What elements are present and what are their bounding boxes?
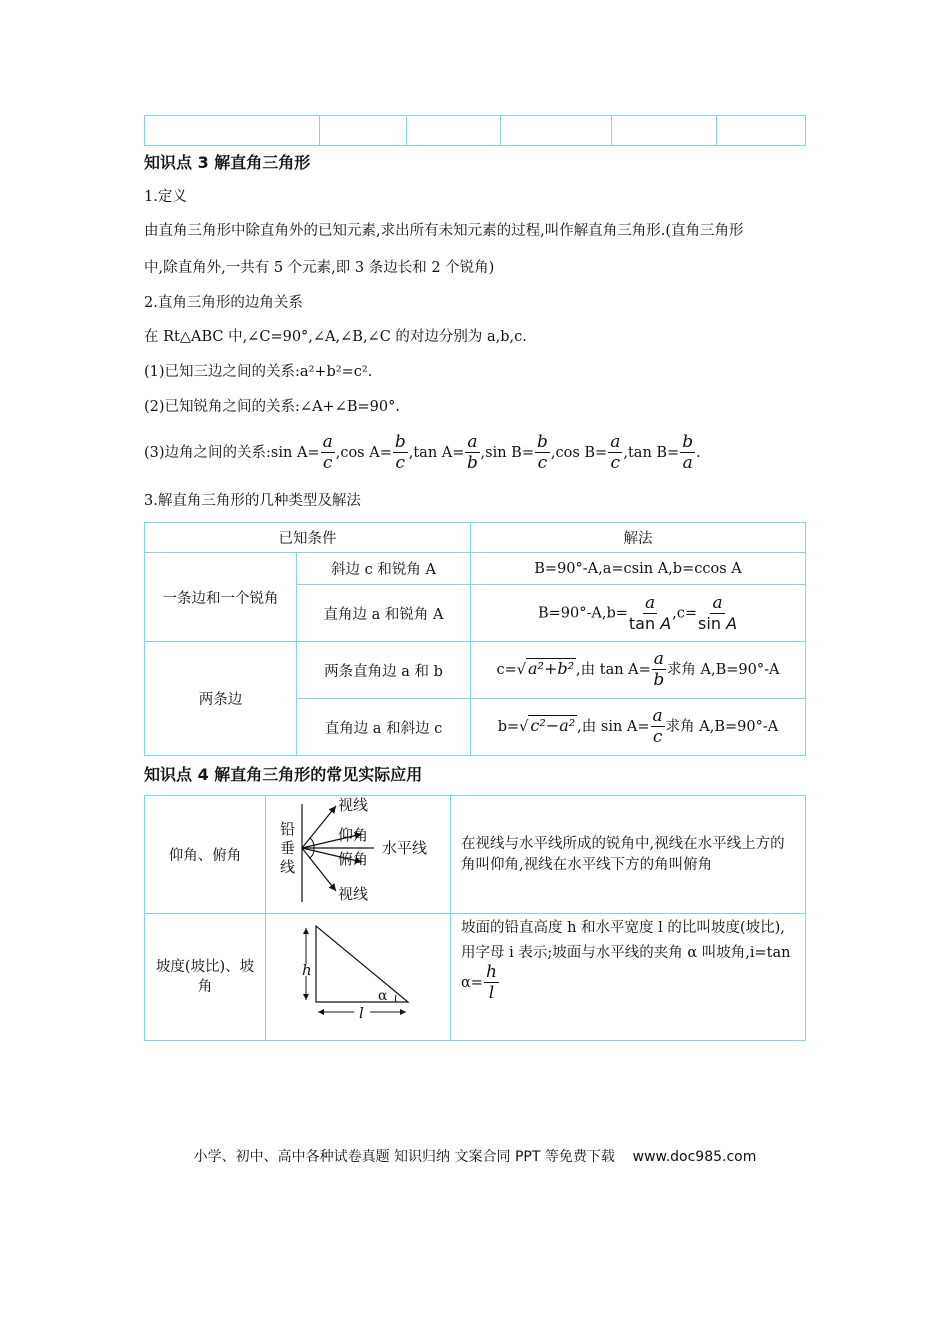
table-row	[145, 914, 806, 1041]
header-method: 解法	[471, 523, 806, 553]
relation-side-angle	[144, 430, 701, 476]
slope-desc-line: 坡面的铅直高度 h 和水平宽度 l 的比叫坡度(坡比),	[461, 920, 785, 936]
fraction-numerator: a	[322, 432, 333, 452]
condition-cell: 直角边 a 和锐角 A	[297, 585, 471, 642]
relation-text: ,tan A=	[408, 445, 465, 461]
function-name: sin	[698, 613, 727, 633]
slope-figure-cell	[266, 914, 451, 1041]
fraction	[535, 434, 550, 472]
definition-line-2: 中,除直角外,一共有 5 个元素,即 3 条边长和 2 个锐角)	[144, 260, 495, 276]
fraction	[393, 434, 408, 472]
fraction-denominator: c	[652, 727, 663, 747]
variable: A	[660, 613, 672, 633]
relation-text: ,sin B=	[480, 445, 534, 461]
fraction-denominator: c	[537, 453, 548, 473]
method-cell	[471, 585, 806, 642]
relation-sides: (1)已知三边之间的关系:a²+b²=c².	[144, 364, 373, 380]
sqrt-icon: √	[519, 719, 529, 735]
method-text: c=	[496, 662, 517, 678]
radicand: c²−a²	[530, 716, 576, 735]
fraction-denominator: l	[488, 983, 495, 1003]
fraction-denominator: b	[653, 670, 665, 690]
fraction-numerator: a	[644, 592, 656, 613]
radicand: a²+b²	[528, 659, 575, 678]
method-text: 求角 A,B=90°-A	[665, 719, 779, 735]
slope-formula	[461, 964, 797, 1002]
fraction-denominator	[629, 614, 671, 632]
plumb-label: 线	[280, 858, 296, 876]
slope-desc-line: 用字母 i 表示;坡面与水平线的夹角 α 叫坡角,i=tan	[461, 945, 791, 961]
elevation-description: 在视线与水平线所成的锐角中,视线在水平线上方的角叫仰角,视线在水平线下方的角叫俯角	[451, 796, 806, 914]
fraction	[608, 434, 622, 472]
fraction-denominator: b	[467, 453, 478, 473]
fraction-denominator: a	[682, 453, 693, 473]
table-row	[145, 642, 806, 699]
relation-text: .	[696, 445, 701, 461]
fraction-numerator: b	[537, 432, 548, 452]
fraction	[651, 708, 665, 746]
method-text: ,由 sin A=	[577, 719, 650, 735]
method-text: 求角 A,B=90°-A	[666, 662, 780, 678]
fraction-numerator: a	[712, 592, 723, 613]
variable: A	[726, 613, 738, 633]
types-title: 3.解直角三角形的几种类型及解法	[144, 493, 361, 509]
elevation-label: 仰角	[338, 826, 369, 844]
definition-title: 1.定义	[144, 189, 187, 205]
group-two-sides: 两条边	[145, 642, 297, 756]
table-cell	[320, 116, 407, 146]
fraction	[680, 434, 695, 472]
fraction	[652, 651, 666, 689]
solve-methods-table	[144, 522, 806, 756]
fraction	[321, 434, 335, 472]
footer-text: 小学、初中、高中各种试卷真题 知识归纳 文案合同 PPT 等免费下载 www.doc985.com	[193, 1149, 757, 1165]
relations-intro: 在 Rt△ABC 中,∠C=90°,∠A,∠B,∠C 的对边分别为 a,b,c.	[144, 329, 527, 345]
relation-text: (3)边角之间的关系:sin A=	[144, 445, 320, 461]
method-text: b=	[497, 719, 520, 735]
method-cell: B=90°-A,a=csin A,b=ccos A	[471, 553, 806, 585]
condition-cell: 斜边 c 和锐角 A	[297, 553, 471, 585]
method-cell	[471, 642, 806, 699]
relations-title: 2.直角三角形的边角关系	[144, 295, 303, 311]
condition-cell: 直角边 a 和斜边 c	[297, 699, 471, 756]
table-cell	[612, 116, 717, 146]
fraction-denominator	[698, 614, 737, 632]
group-one-side-one-angle: 一条边和一个锐角	[145, 553, 297, 642]
fraction-numerator: a	[467, 432, 478, 452]
fraction-denominator: c	[610, 453, 621, 473]
fraction	[484, 964, 499, 1002]
angle-of-elevation-label: 仰角、俯角	[145, 796, 266, 914]
fraction-numerator: h	[485, 962, 497, 982]
table-cell	[407, 116, 501, 146]
width-label: l	[359, 1004, 364, 1022]
relation-angles: (2)已知锐角之间的关系:∠A+∠B=90°.	[144, 399, 400, 415]
method-text: ,由 tan A=	[576, 662, 651, 678]
elevation-depression-diagram	[266, 796, 450, 909]
horizontal-label: 水平线	[382, 839, 428, 857]
fraction-denominator: c	[322, 453, 333, 473]
fraction-numerator: b	[394, 432, 406, 452]
table-cell	[717, 116, 806, 146]
table-row	[145, 116, 806, 146]
method-text: ,c=	[672, 605, 698, 621]
sqrt-icon: √	[516, 662, 527, 678]
sight-label-bottom: 视线	[338, 885, 369, 903]
top-empty-table	[144, 115, 806, 146]
fraction-numerator: a	[610, 432, 621, 452]
method-text: B=90°-A,b=	[537, 605, 628, 621]
fraction	[628, 592, 672, 633]
fraction-numerator: a	[653, 649, 664, 669]
table-cell	[145, 116, 320, 146]
fraction	[698, 592, 738, 633]
applications-table	[144, 795, 806, 1041]
sight-label-top: 视线	[338, 796, 369, 814]
relation-text: ,tan B=	[623, 445, 680, 461]
definition-line-1: 由直角三角形中除直角外的已知元素,求出所有未知元素的过程,叫作解直角三角形.(直角三角形	[144, 223, 744, 239]
slope-description	[451, 914, 806, 1041]
slope-desc-text: α=	[461, 974, 483, 991]
header-known: 已知条件	[145, 523, 471, 553]
elevation-figure-cell	[266, 796, 451, 914]
table-row	[145, 523, 806, 553]
fraction	[465, 434, 479, 472]
fraction-numerator: b	[682, 432, 694, 452]
relation-text: ,cos A=	[335, 445, 392, 461]
slope-label: 坡度(坡比)、坡角	[145, 914, 266, 1041]
alpha-label: α	[378, 988, 388, 1004]
slope-angle-arc	[395, 995, 396, 1002]
fraction-denominator: c	[395, 453, 406, 473]
table-cell	[501, 116, 612, 146]
height-label: h	[302, 961, 312, 979]
kp3-title: 知识点 3 解直角三角形	[144, 153, 311, 172]
plumb-label: 铅	[280, 820, 296, 838]
fraction-numerator: a	[652, 706, 663, 726]
table-row	[145, 553, 806, 585]
method-cell	[471, 699, 806, 756]
condition-cell: 两条直角边 a 和 b	[297, 642, 471, 699]
table-row	[145, 796, 806, 914]
plumb-label: 垂	[280, 839, 296, 857]
slope-triangle	[316, 926, 408, 1002]
kp4-title: 知识点 4 解直角三角形的常见实际应用	[144, 765, 423, 784]
relation-text: ,cos B=	[550, 445, 608, 461]
slope-triangle-diagram	[266, 914, 450, 1036]
depression-label: 俯角	[338, 850, 369, 868]
function-name: tan	[628, 613, 661, 633]
